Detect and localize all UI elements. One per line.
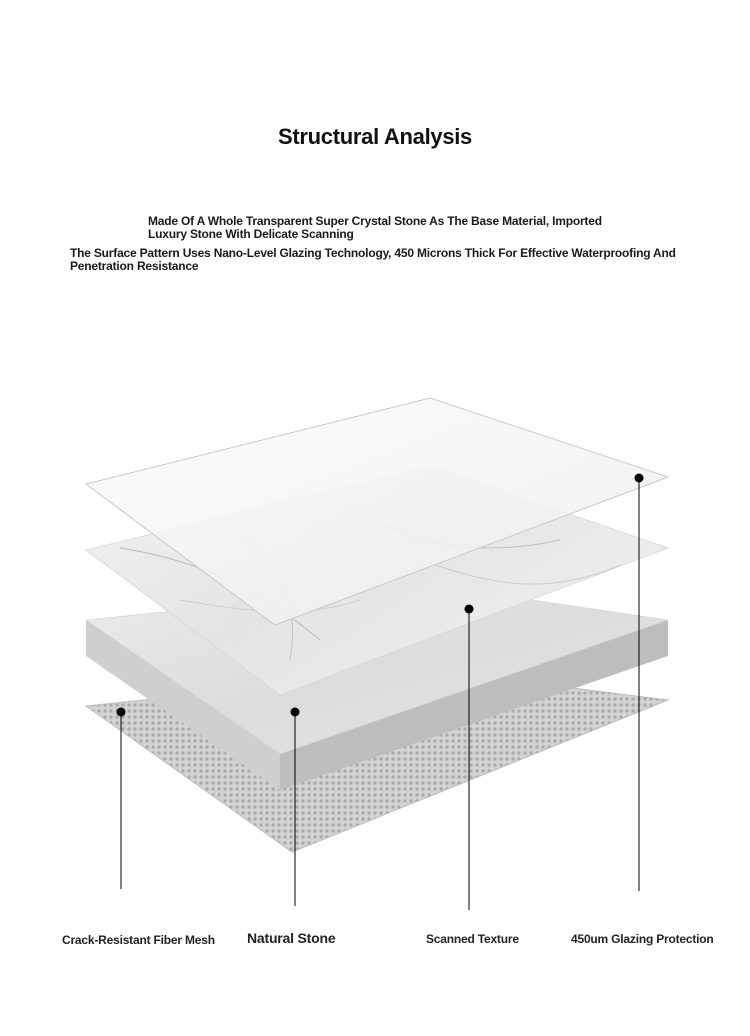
description-glazing: The Surface Pattern Uses Nano-Level Glazing Technology, 450 Microns Thick For Effective Waterproofing And Penetration Resistance bbox=[70, 246, 676, 273]
label-scanned-texture: Scanned Texture bbox=[426, 932, 519, 946]
page-title: Structural Analysis bbox=[278, 124, 472, 149]
leader-glazing bbox=[635, 474, 644, 892]
label-glazing-protection: 450um Glazing Protection bbox=[571, 932, 714, 946]
leader-fiber-mesh bbox=[117, 708, 126, 890]
label-fiber-mesh: Crack-Resistant Fiber Mesh bbox=[62, 933, 215, 947]
description-base-material: Made Of A Whole Transparent Super Crystal Stone As The Base Material, Imported Luxury Stone With Delicate Scanning bbox=[148, 214, 602, 241]
label-natural-stone: Natural Stone bbox=[247, 930, 336, 946]
